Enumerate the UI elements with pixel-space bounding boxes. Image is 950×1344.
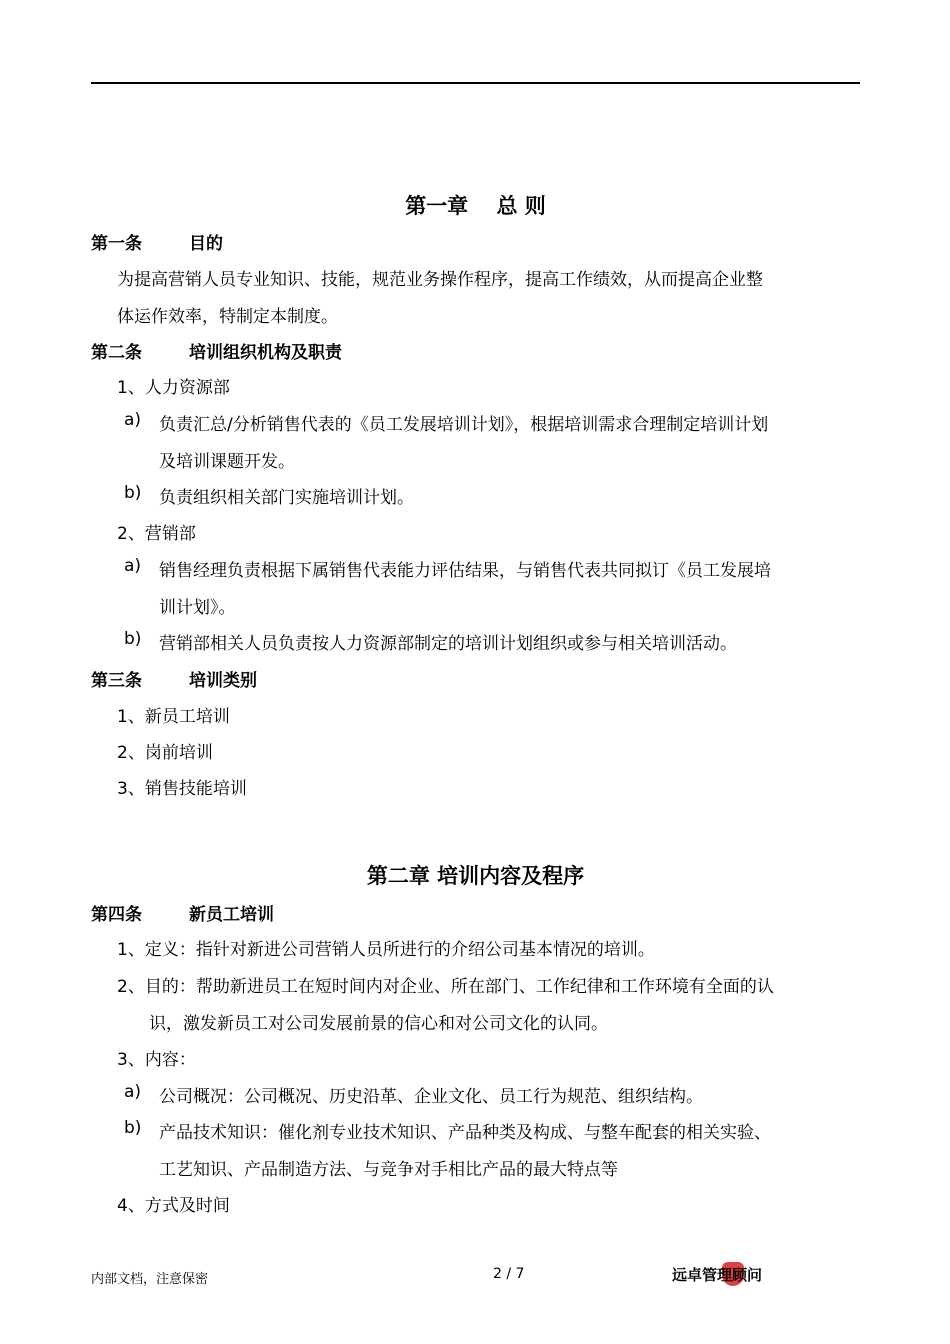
article-2-heading — [91, 338, 342, 363]
list-item: 3、内容： — [117, 1050, 196, 1070]
list-item: 2、岗前培训 — [117, 743, 213, 763]
list-item: 1、新员工培训 — [117, 707, 230, 727]
sub-item-text: 公司概况：公司概况、历史沿革、企业文化、员工行为规范、组织结构。 — [159, 1087, 703, 1107]
article-4-heading — [91, 900, 274, 925]
sub-item-text: 工艺知识、产品制造方法、与竞争对手相比产品的最大特点等 — [159, 1160, 618, 1180]
header-rule — [91, 82, 860, 84]
sub-item-text: 销售经理负责根据下属销售代表能力评估结果，与销售代表共同拟订《员工发展培 — [159, 561, 771, 581]
footer-confidential-note: 内部文档，注意保密 — [91, 1272, 209, 1287]
article-3-heading — [91, 666, 257, 691]
article-1-heading — [91, 229, 223, 254]
article-4-title: 新员工培训 — [189, 905, 274, 925]
article-3-number: 第三条 — [91, 671, 142, 691]
sub-item-label: a) — [124, 556, 142, 576]
list-item: 4、方式及时间 — [117, 1196, 230, 1216]
list-item: 2、目的：帮助新进员工在短时间内对企业、所在部门、工作纪律和工作环境有全面的认 — [117, 977, 774, 997]
article-3-title: 培训类别 — [189, 671, 257, 691]
list-item: 3、销售技能培训 — [117, 779, 247, 799]
sub-item-text: 负责组织相关部门实施培训计划。 — [159, 488, 414, 508]
page-number: 2 / 7 — [493, 1266, 525, 1282]
sub-item-text: 负责汇总/分析销售代表的《员工发展培训计划》，根据培训需求合理制定培训计划 — [159, 415, 769, 435]
sub-item-label: b) — [124, 1118, 142, 1138]
sub-item-label: b) — [124, 483, 142, 503]
sub-item-text: 及培训课题开发。 — [159, 452, 295, 472]
sub-item-label: a) — [124, 410, 142, 430]
chapter-1-title: 第一章 总 则 — [405, 194, 546, 218]
list-item-continuation: 识，激发新员工对公司发展前景的信心和对公司文化的认同。 — [149, 1014, 608, 1034]
list-item: 1、定义：指针对新进公司营销人员所进行的介绍公司基本情况的培训。 — [117, 940, 655, 960]
sub-item-text: 训计划》。 — [159, 598, 236, 618]
article-2-title: 培训组织机构及职责 — [189, 343, 342, 363]
list-item: 1、人力资源部 — [117, 378, 230, 398]
article-1-title: 目的 — [189, 234, 223, 254]
sub-item-text: 营销部相关人员负责按人力资源部制定的培训计划组织或参与相关培训活动。 — [159, 634, 737, 654]
footer-brand: 远卓管理顾问 — [672, 1266, 763, 1284]
list-item: 2、营销部 — [117, 524, 196, 544]
sub-item-label: b) — [124, 629, 142, 649]
article-1-number: 第一条 — [91, 234, 142, 254]
article-2-number: 第二条 — [91, 343, 142, 363]
article-1-text-line: 为提高营销人员专业知识、技能，规范业务操作程序，提高工作绩效，从而提高企业整 — [117, 270, 763, 290]
article-4-number: 第四条 — [91, 905, 142, 925]
article-1-text-line: 体运作效率，特制定本制度。 — [117, 307, 338, 327]
sub-item-label: a) — [124, 1082, 142, 1102]
chapter-2-title: 第二章 培训内容及程序 — [366, 864, 585, 888]
sub-item-text: 产品技术知识：催化剂专业技术知识、产品种类及构成、与整车配套的相关实验、 — [159, 1123, 771, 1143]
